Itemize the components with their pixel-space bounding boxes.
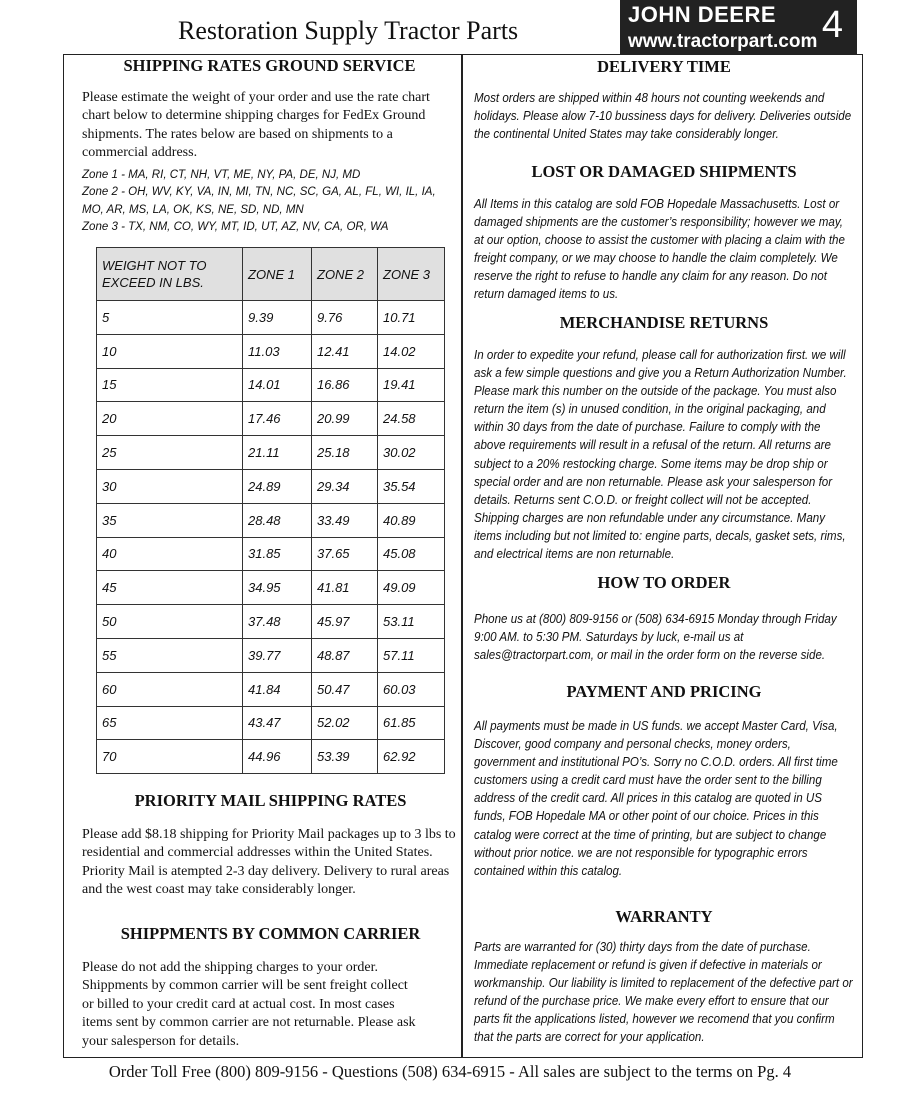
lost-damaged-text: All Items in this catalog are sold FOB Hopedale Massachusetts. Lost or damaged shipments are the customer’s responsibility; however we may, at our option, choose to assist the customer with placing a claim with the freight company, or we may choose to handle the claim completely. We reserve the right to refuse to handle any claim for any reason. Do not return damaged items to us. [474,197,845,302]
weight-cell: 20 [97,402,243,436]
common-carrier-text: Please do not add the shipping charges to your order. Shippments by common carrier will be sent freight collect or billed to your credit card at actual cost. In most cases items sent by common carrier are not returnable. Please ask your salesperson for details. [82,960,416,1049]
returns-text: In order to expedite your refund, please call for authorization first. we will ask a few simple questions and give you a Return Authorization Number. Please mark this number on the outside of the package. You must also return the item (s) in unused condition, in the original packaging, and within 30 days from the date of purchase. Failure to comply with the above requirements will result in a refusal of the return. All returns are subject to a 20% restocking charge. Some items may be drop ship or special order and are non returnable. Please ask your salesperson for details. Returns sent C.O.D. or freight collect will not be accepted. Shipping charges are non refundable under any circumstance. Many items including but not limited to: engine parts, decals, gasket sets, rims, and electrical items are non returnable. [474,348,847,562]
rate-cell: 48.87 [312,638,378,672]
rate-cell: 35.54 [378,469,445,503]
table-row [97,537,445,571]
delivery-text: Most orders are shipped within 48 hours not counting weekends and holidays. Please alow 7-10 bussiness days for delivery. Deliveries outside the continental United States may take considerably longer. [474,91,852,142]
weight-cell: 30 [97,469,243,503]
zone-3-line: Zone 3 - TX, NM, CO, WY, MT, ID, UT, AZ, NV, CA, OR, WA [82,219,389,234]
shipping-rate-table [96,247,445,774]
rate-cell: 30.02 [378,436,445,470]
rate-cell: 17.46 [243,402,312,436]
common-carrier-section [82,924,459,1051]
rate-cell: 31.85 [243,537,312,571]
zone-3-column-header: ZONE 3 [378,248,445,301]
brand-banner [620,0,857,55]
rate-cell: 43.47 [243,706,312,740]
table-row [97,368,445,402]
page-title: Restoration Supply Tractor Parts [178,16,519,45]
footer-order-info: Order Toll Free (800) 809-9156 - Questions (508) 634-6915 - All sales are subject to the terms on Pg. 4 [108,1062,792,1081]
rate-table-body [97,301,445,774]
ground-rates-heading: SHIPPING RATES GROUND SERVICE [123,56,416,75]
rate-cell: 49.09 [378,571,445,605]
rate-cell: 9.39 [243,301,312,335]
rate-cell: 24.89 [243,469,312,503]
table-row [97,301,445,335]
table-row [97,605,445,639]
payment-text: All payments must be made in US funds. we accept Master Card, Visa, Discover, good company and personal checks, money orders, government and institutional PO’s. Sorry no C.O.D. orders. All first time customers using a credit card must have the order sent to the billing address of the credit card. All prices in this catalog are quoted in US funds, FOB Hopedale MA or other point of our choice. Prices in this catalog were correct at the time of printing, but are subject to change without prior notice. we are not responsible for typographic errors contained within this catalog. [474,719,838,878]
rate-cell: 28.48 [243,503,312,537]
rate-cell: 14.01 [243,368,312,402]
warranty-text: Parts are warranted for (30) thirty days from the date of purchase. Immediate replacement or refund is given if defective in materials or workmanship. Our liability is limited to replacement of the defective part or refund of the purchase price. We make every effort to ensure that our parts fit the applications listed, however we recomend that you confirm that the parts are correct for your application. [474,940,853,1045]
weight-cell: 10 [97,334,243,368]
rate-cell: 60.03 [378,672,445,706]
delivery-heading: DELIVERY TIME [597,57,731,76]
brand-url[interactable]: www.tractorpart.com [628,31,818,52]
how-to-order-section [474,573,854,664]
weight-cell: 70 [97,740,243,774]
table-row [97,334,445,368]
common-carrier-heading: SHIPPMENTS BY COMMON CARRIER [120,924,421,943]
rate-cell: 40.89 [378,503,445,537]
table-row [97,571,445,605]
table-row [97,706,445,740]
page-number: 4 [821,4,843,46]
rate-cell: 61.85 [378,706,445,740]
priority-mail-section [82,791,459,900]
column-divider [461,54,463,1058]
table-row [97,638,445,672]
weight-cell: 5 [97,301,243,335]
weight-cell: 25 [97,436,243,470]
weight-cell: 15 [97,368,243,402]
zone-2-column-header: ZONE 2 [312,248,378,301]
rate-cell: 52.02 [312,706,378,740]
rate-cell: 41.81 [312,571,378,605]
rate-cell: 29.34 [312,469,378,503]
rate-table-header-row [97,248,445,301]
rate-cell: 33.49 [312,503,378,537]
priority-mail-text: Please add $8.18 shipping for Priority Mail packages up to 3 lbs to residential and commercial addresses within the United States. Priority Mail is atempted 2-3 day delivery. Delivery to rural areas and the west coast may take considerably longer. [82,827,456,898]
rate-cell: 50.47 [312,672,378,706]
how-to-order-heading: HOW TO ORDER [597,573,731,592]
rate-cell: 24.58 [378,402,445,436]
rate-cell: 62.92 [378,740,445,774]
rate-cell: 57.11 [378,638,445,672]
rate-cell: 19.41 [378,368,445,402]
table-row [97,503,445,537]
rate-cell: 10.71 [378,301,445,335]
rate-cell: 14.02 [378,334,445,368]
rate-cell: 37.48 [243,605,312,639]
warranty-section [474,907,854,1047]
brand-name: JOHN DEERE [628,2,777,27]
rate-cell: 39.77 [243,638,312,672]
delivery-section [474,57,854,143]
priority-mail-heading: PRIORITY MAIL SHIPPING RATES [134,791,407,810]
table-row [97,436,445,470]
zone-1-line: Zone 1 - MA, RI, CT, NH, VT, ME, NY, PA, DE, NJ, MD [82,166,361,181]
weight-cell: 65 [97,706,243,740]
rate-cell: 9.76 [312,301,378,335]
rate-cell: 45.08 [378,537,445,571]
how-to-order-text: Phone us at (800) 809-9156 or (508) 634-6915 Monday through Friday 9:00 AM. to 5:30 PM. Saturdays by luck, e-mail us at sales@tractorpart.com, or mail in the order form on the reverse side. [474,612,837,663]
rate-cell: 16.86 [312,368,378,402]
ground-rates-intro: Please estimate the weight of your order and use the rate chart chart below to determine shipping charges for FedEx Ground shipments. The rates below are based on shipments to a commercial address. [82,90,430,161]
weight-cell: 35 [97,503,243,537]
rate-cell: 12.41 [312,334,378,368]
rate-cell: 37.65 [312,537,378,571]
rate-cell: 25.18 [312,436,378,470]
rate-cell: 34.95 [243,571,312,605]
zone-1-column-header: ZONE 1 [243,248,312,301]
payment-heading: PAYMENT AND PRICING [566,682,762,701]
rate-cell: 53.39 [312,740,378,774]
rate-cell: 20.99 [312,402,378,436]
weight-cell: 50 [97,605,243,639]
weight-cell: 45 [97,571,243,605]
rate-cell: 44.96 [243,740,312,774]
payment-section [474,682,854,880]
returns-heading: MERCHANDISE RETURNS [559,313,769,332]
rate-cell: 53.11 [378,605,445,639]
weight-cell: 55 [97,638,243,672]
returns-section [474,313,854,563]
rate-cell: 45.97 [312,605,378,639]
weight-column-header: WEIGHT NOT TO EXCEED IN LBS. [97,248,243,301]
weight-cell: 60 [97,672,243,706]
zone-list [82,166,458,236]
warranty-heading: WARRANTY [615,907,713,926]
zone-2-line: Zone 2 - OH, WV, KY, VA, IN, MI, TN, NC, SC, GA, AL, FL, WI, IL, IA, MO, AR, MS, LA, OK, KS, NE, SD, ND, MN [82,184,436,216]
weight-cell: 40 [97,537,243,571]
lost-damaged-heading: LOST OR DAMAGED SHIPMENTS [531,162,797,181]
lost-damaged-section [474,162,854,304]
table-row [97,672,445,706]
table-row [97,469,445,503]
rate-cell: 41.84 [243,672,312,706]
left-column [82,56,457,236]
rate-cell: 21.11 [243,436,312,470]
table-row [97,402,445,436]
table-row [97,740,445,774]
rate-cell: 11.03 [243,334,312,368]
